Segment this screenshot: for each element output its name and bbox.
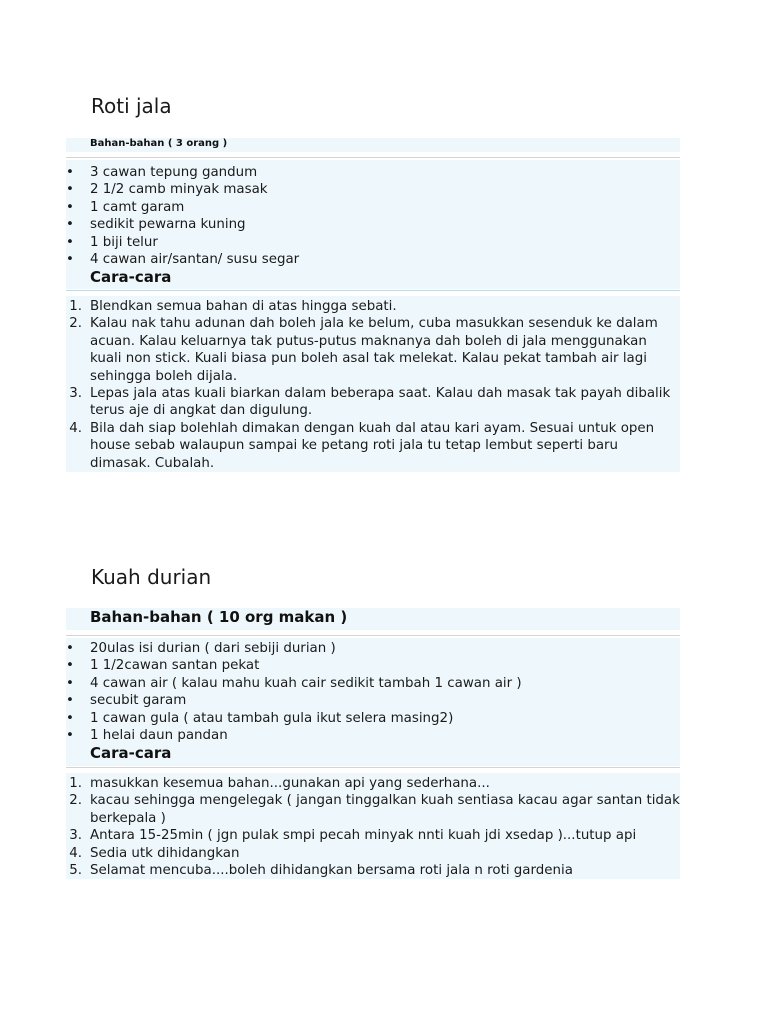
step-number: 2. [69,316,82,332]
list-item: 5. Selamat mencuba....boleh dihidangkan bersama roti jala n roti gardenia [0,862,680,879]
bullet-icon: • [66,728,74,744]
list-item: 2. kacau sehingga mengelegak ( jangan tinggalkan kuah sentiasa kacau agar santan tidak berkepala ) [0,792,680,827]
bullet-icon: • [66,234,74,250]
bullet-icon: • [66,641,74,656]
divider [66,157,680,158]
step-number: 4. [69,420,82,436]
list-item: 1. masukkan kesemua bahan...gunakan api yang sederhana... [0,775,680,792]
bullet-icon: • [66,217,74,233]
step-number: 1. [69,776,82,791]
step-number: 3. [69,386,82,402]
steps-list [0,775,680,879]
list-item: 3. Antara 15-25min ( jgn pulak smpi pecah minyak nnti kuah jdi xsedap )...tutup api [0,827,680,844]
divider [66,635,680,636]
list-item: • 2 1/2 camb minyak masak [66,182,268,198]
divider [66,767,680,768]
ingredients-list [0,164,680,268]
bullet-icon: • [66,710,74,726]
recipe-title: Kuah durian [91,565,212,589]
list-item: • 1 1/2cawan santan pekat [66,658,260,674]
ingredients-heading: Bahan-bahan ( 3 orang ) [90,138,228,149]
bullet-icon: • [66,165,74,180]
method-heading: Cara-cara [90,744,172,762]
bullet-icon: • [66,182,74,198]
list-item: 1. Blendkan semua bahan di atas hingga sebati. [0,298,680,315]
bullet-icon: • [66,252,74,268]
list-item: • 1 camt garam [66,199,185,215]
list-item: • 1 cawan gula ( atau tambah gula ikut selera masing2) [66,710,454,726]
list-item: • secubit garam [66,693,187,709]
steps-list [0,298,680,472]
list-item: • 20ulas isi durian ( dari sebiji durian ) [66,641,336,656]
list-item: • 3 cawan tepung gandum [66,165,258,180]
divider [66,290,680,291]
step-number: 2. [69,793,82,809]
list-item: • 4 cawan air ( kalau mahu kuah cair sedikit tambah 1 cawan air ) [66,675,522,691]
list-item: 3. Lepas jala atas kuali biarkan dalam beberapa saat. Kalau dah masak tak payah dibalik terus aje di angkat dan digulung. [0,385,680,420]
list-item: 2. Kalau nak tahu adunan dah boleh jala ke belum, cuba masukkan sesenduk ke dalam acuan. Kalau keluarnya tak putus-putus maknanya dah boleh di jala menggunakan kuali non stick. Kuali biasa pun boleh asal tak melekat. Kalau pekat tambah air lagi sehingga boleh dijala. [0,315,680,385]
list-item: 4. Bila dah siap bolehlah dimakan dengan kuah dal atau kari ayam. Sesuai untuk open house sebab walaupun sampai ke petang roti jala tu tetap lembut seperti baru dimasak. Cubalah. [0,420,680,472]
list-item: • 4 cawan air/santan/ susu segar [66,252,300,268]
bullet-icon: • [66,199,74,215]
step-number: 5. [69,863,82,879]
list-item: 4. Sedia utk dihidangkan [0,845,680,862]
bullet-icon: • [66,658,74,674]
list-item: • 1 biji telur [66,234,158,250]
bullet-icon: • [66,693,74,709]
list-item: • sedikit pewarna kuning [66,217,246,233]
ingredients-list [0,640,680,744]
ingredients-heading: Bahan-bahan ( 10 org makan ) [90,608,348,626]
list-item: • 1 helai daun pandan [66,728,228,744]
step-number: 1. [69,299,82,314]
step-number: 4. [69,845,82,861]
method-heading: Cara-cara [90,268,172,286]
recipe-title: Roti jala [91,94,172,118]
step-number: 3. [69,828,82,844]
bullet-icon: • [66,675,74,691]
